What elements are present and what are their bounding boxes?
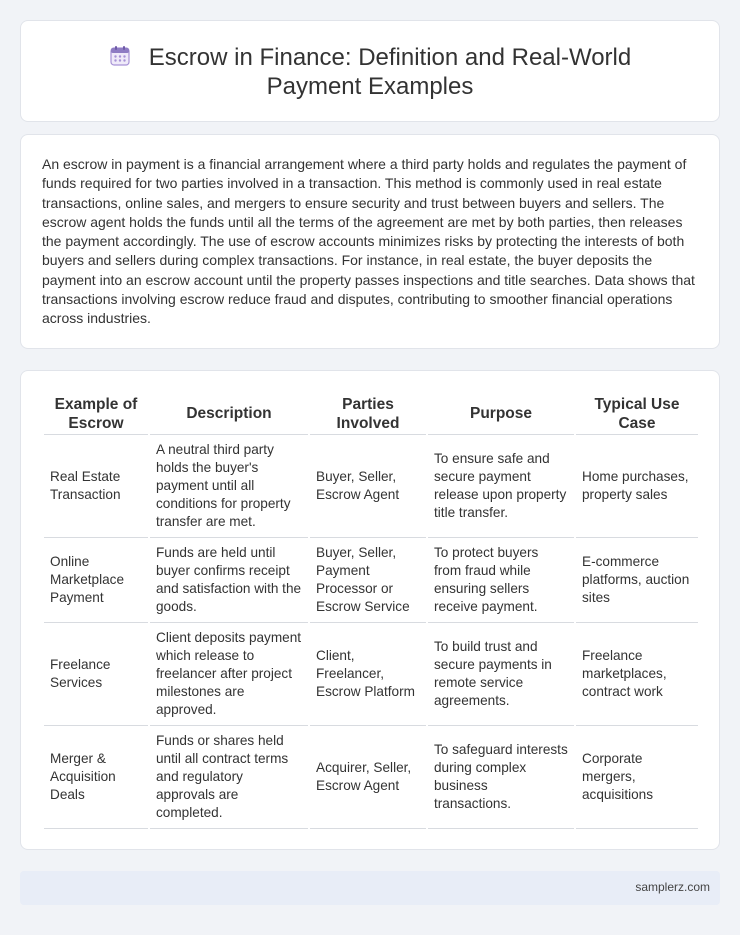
table-cell: To build trust and secure payments in remote service agreements. (428, 623, 574, 726)
table-cell: Corporate mergers, acquisitions (576, 726, 698, 829)
intro-card (20, 134, 720, 349)
table-row (44, 726, 698, 829)
table-cell: Freelance marketplaces, contract work (576, 623, 698, 726)
footer-bar (20, 871, 720, 905)
table-cell: Online Marketplace Payment (44, 538, 148, 623)
table-cell: Home purchases, property sales (576, 435, 698, 538)
column-header: Typical Use Case (576, 393, 698, 435)
table-row (44, 435, 698, 538)
column-header: Description (150, 393, 308, 435)
table-cell: Real Estate Transaction (44, 435, 148, 538)
table-row (44, 623, 698, 726)
table-cell: Buyer, Seller, Payment Processor or Escrow Service (310, 538, 426, 623)
escrow-examples-table (42, 393, 700, 829)
title-card (20, 20, 720, 122)
table-cell: Funds are held until buyer confirms receipt and satisfaction with the goods. (150, 538, 308, 623)
footer-site-link[interactable]: samplerz.com (635, 880, 710, 894)
table-row (44, 538, 698, 623)
table-cell: Freelance Services (44, 623, 148, 726)
table-cell: To protect buyers from fraud while ensuring sellers receive payment. (428, 538, 574, 623)
table-cell: Buyer, Seller, Escrow Agent (310, 435, 426, 538)
page-title: Escrow in Finance: Definition and Real-World Payment Examples (148, 44, 632, 100)
table-card (20, 370, 720, 850)
column-header: Parties Involved (310, 393, 426, 435)
table-cell: Acquirer, Seller, Escrow Agent (310, 726, 426, 829)
table-header-row (44, 393, 698, 435)
intro-paragraph: An escrow in payment is a financial arrangement where a third party holds and regulates the payment of funds required for two parties involved in a transaction. This method is commonly used in real estate transactions, online sales, and mergers to ensure security and trust between buyers and sellers. The escrow agent holds the funds until all the terms of the agreement are met by both parties, then releases the payment accordingly. The use of escrow accounts minimizes risks by protecting the interests of both buyers and sellers during complex transactions. For instance, in real estate, the buyer deposits the payment into an escrow account until the property passes inspections and title searches. Data shows that transactions involving escrow reduce fraud and disputes, contributing to smoother financial operations across industries. (42, 156, 695, 327)
table-cell: E-commerce platforms, auction sites (576, 538, 698, 623)
table-cell: To safeguard interests during complex business transactions. (428, 726, 574, 829)
table-cell: Client deposits payment which release to freelancer after project milestones are approved. (150, 623, 308, 726)
page-title-wrap (61, 43, 679, 101)
column-header: Purpose (428, 393, 574, 435)
column-header: Example of Escrow (44, 393, 148, 435)
table-cell: Funds or shares held until all contract terms and regulatory approvals are completed. (150, 726, 308, 829)
table-cell: Merger & Acquisition Deals (44, 726, 148, 829)
table-cell: To ensure safe and secure payment release upon property title transfer. (428, 435, 574, 538)
table-cell: A neutral third party holds the buyer's payment until all conditions for property transfer are met. (150, 435, 308, 538)
table-cell: Client, Freelancer, Escrow Platform (310, 623, 426, 726)
calendar-icon (109, 45, 131, 67)
